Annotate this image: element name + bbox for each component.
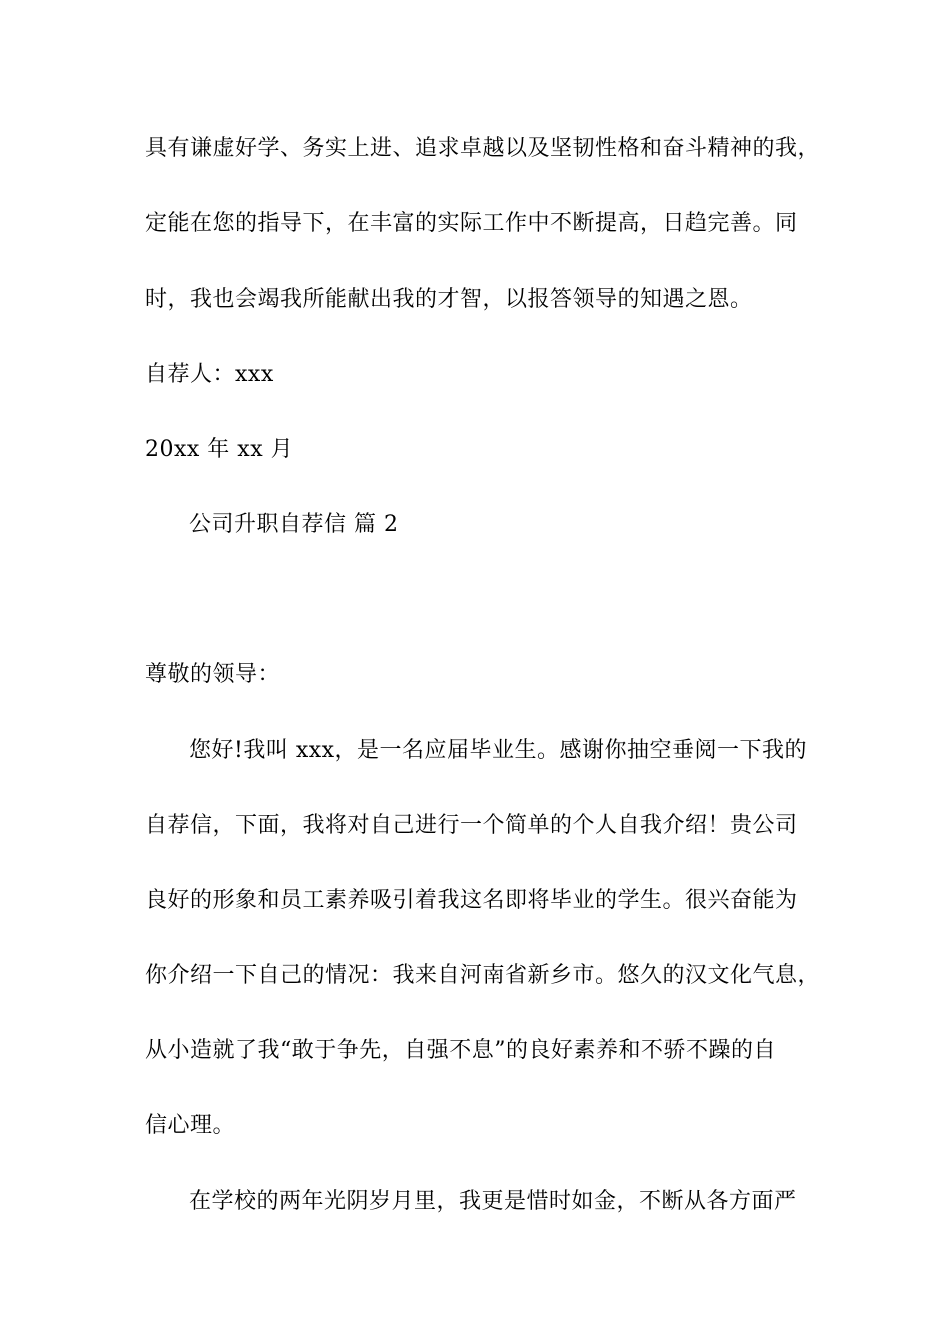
paragraph-line: 信心理。 — [145, 1113, 236, 1138]
signature-line: 自荐人：xxx — [145, 362, 274, 387]
paragraph-line: 你介绍一下自己的情况：我来自河南省新乡市。悠久的汉文化气息， — [145, 963, 821, 988]
paragraph-line: 自荐信，下面，我将对自己进行一个简单的个人自我介绍！贵公司 — [145, 813, 798, 838]
section-title: 公司升职自荐信 篇 2 — [189, 512, 399, 537]
salutation: 尊敬的领导： — [145, 662, 281, 687]
date-line: 20xx 年 xx 月 — [145, 437, 294, 462]
paragraph-line: 您好!我叫 xxx，是一名应届毕业生。感谢你抽空垂阅一下我的 — [189, 738, 808, 763]
paragraph-line: 良好的形象和员工素养吸引着我这名即将毕业的学生。很兴奋能为 — [145, 888, 798, 913]
paragraph-line: 具有谦虚好学、务实上进、追求卓越以及坚韧性格和奋斗精神的我， — [145, 136, 821, 161]
paragraph-line: 定能在您的指导下，在丰富的实际工作中不断提高，日趋完善。同 — [145, 211, 798, 236]
paragraph-line: 在学校的两年光阴岁月里，我更是惜时如金，不断从各方面严 — [189, 1189, 797, 1214]
paragraph-line: 时，我也会竭我所能献出我的才智，以报答领导的知遇之恩。 — [145, 287, 753, 312]
paragraph-line: 从小造就了我“敢于争先，自强不息”的良好素养和不骄不躁的自 — [145, 1038, 776, 1063]
